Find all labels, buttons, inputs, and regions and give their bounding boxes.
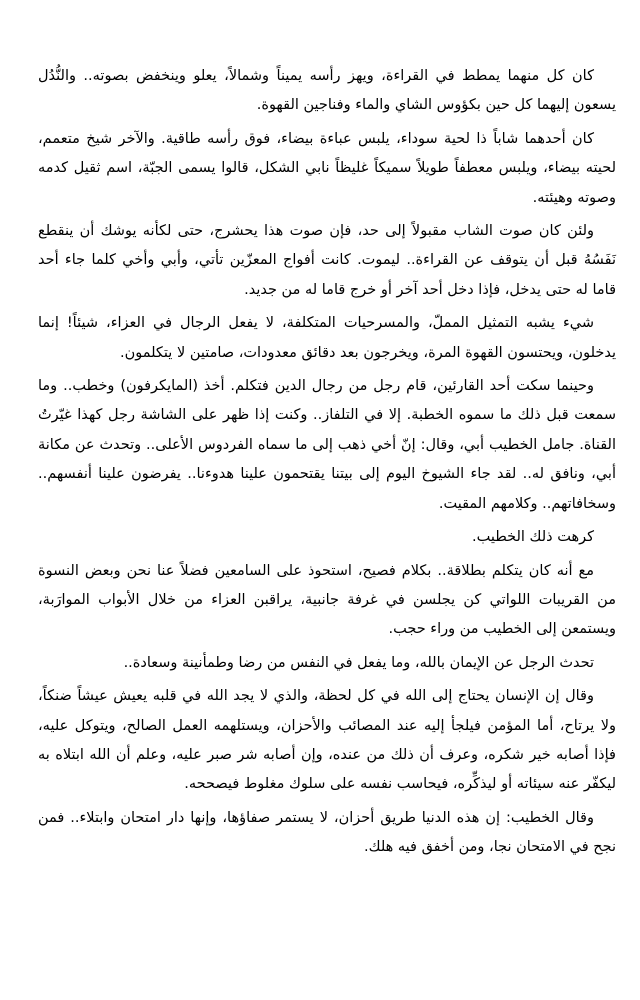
paragraph-10: وقال الخطيب: إن هذه الدنيا طريق أحزان، لا يستمر صفاؤها، وإنها دار امتحان وابتلاء.. فمن نجح في الامتحان نجا، ومن أخفق فيه هلك. xyxy=(38,809,616,856)
paragraph-9: وقال إن الإنسان يحتاج إلى الله في كل لحظة، والذي لا يجد الله في قلبه يعيش عيشاً ضنكاً، ولا يرتاح، أما المؤمن فيلجأ إليه عند المصائب والأحزان، ويستلهمه العمل الصالح، ويتوكل عليه، فإذا أصابه خير شكره، وعرف أن ذلك من عنده، وإن أصابه شر صبر عليه، وعلم أن الله ابتلاه به ليكفّر عنه سيئاته أو ليذكِّره، فيحاسب نفسه على سلوك مغلوط فيصححه. xyxy=(38,688,616,793)
paragraph-4: شيء يشبه التمثيل المملّ، والمسرحيات المتكلفة، لا يفعل الرجال في العزاء، شيئاً! إنما يدخلون، ويحتسون القهوة المرة، ويخرجون بعد دقائق معدودات، صامتين لا يتكلمون. xyxy=(38,315,616,361)
paragraph-1: كان كل منهما يمطط في القراءة، ويهز رأسه يميناً وشمالاً، يعلو وينخفض بصوته.. والنُّدُل يسعون إليهما كل حين بكؤوس الشاي والماء وفناجين القهوة. xyxy=(38,68,616,114)
paragraph-3: ولئن كان صوت الشاب مقبولاً إلى حد، فإن صوت هذا يحشرج، حتى لكأنه يوشك أن ينقطع نَفَسُهُ قبل أن يتوقف عن القراءة.. ليموت. كانت أفواج المعزّين تأتي، وأبي وأخي كلما جاء أحد قاما له حتى يدخل، فإذا دخل أحد آخر أو خرج قاما له من جديد. xyxy=(38,223,616,298)
paragraph-2: كان أحدهما شاباً ذا لحية سوداء، يلبس عباءة بيضاء، فوق رأسه طاقية. والآخر شيخ متعمم، لحيته بيضاء، ويلبس معطفاً طويلاً سميكاً غليظاً نابي الشكل، قالوا يسمى الجبّة، اسم ثقيل كدمه وصوته وهيئته. xyxy=(38,130,616,206)
paragraph-6: كرهت ذلك الخطيب. xyxy=(471,529,594,546)
paragraph-8: تحدث الرجل عن الإيمان بالله، وما يفعل في النفس من رضا وطمأنينة وسعادة.. xyxy=(123,654,594,671)
paragraph-5: وحينما سكت أحد القارئين، قام رجل من رجال الدين فتكلم. أخذ (المايكرفون) وخطب.. وما سمعت قبل ذلك ما سموه الخطبة. إلا في التلفاز.. وكنت إذا ظهر على الشاشة رجل كهذا غيّرتُ القناة. جامل الخطيب أبي، وقال: إنّ أخي ذهب إلى ما سماه الفردوس الأعلى.. وتحدث عن مكانة أبي، ونافق له.. لقد جاء الشيوخ اليوم إلى بيتنا يقتحمون علينا هدوءنا.. يفرضون علينا أنفسهم.. وسخافاتهم.. وكلامهم المقيت. xyxy=(38,378,616,512)
document-page xyxy=(38,62,616,867)
paragraph-7: مع أنه كان يتكلم بطلاقة.. بكلام فصيح، استحوذ على السامعين فضلاً عنا نحن وبعض النسوة من القريبات اللواتي كن يجلسن في غرفة جانبية، يراقبن العزاء من خلال الأبواب الموارَبة، ويستمعن إلى الخطيب من وراء حجب. xyxy=(38,562,616,638)
